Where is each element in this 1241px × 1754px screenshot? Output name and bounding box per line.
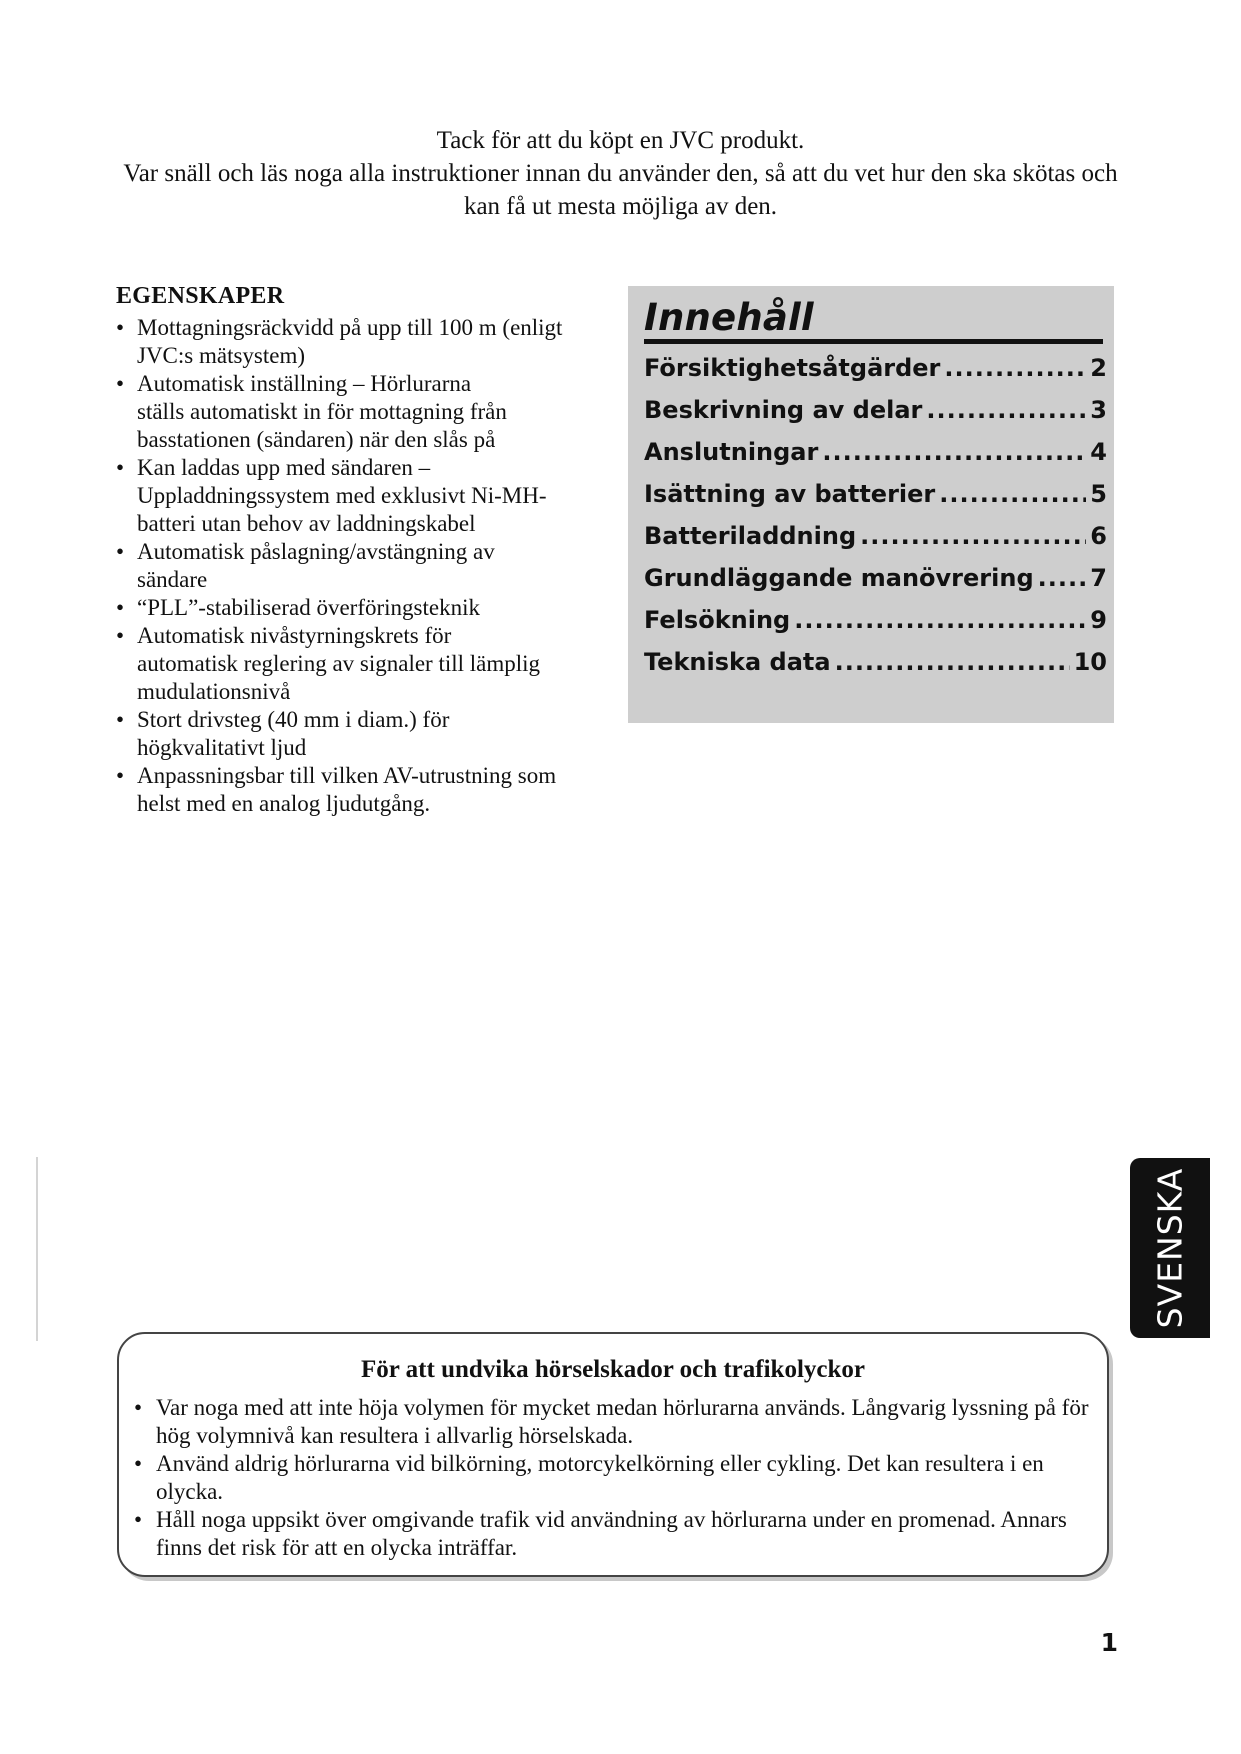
- features-title: EGENSKAPER: [116, 283, 285, 309]
- toc-divider: [644, 339, 1103, 344]
- toc-leader: [939, 480, 1086, 508]
- toc-entry-label: Felsökning: [644, 606, 791, 634]
- feature-item: • Stort drivsteg (40 mm i diam.) för högkvalitativt ljud: [116, 707, 450, 760]
- toc-entry-page: 4: [1090, 438, 1107, 466]
- bullet-icon: •: [116, 623, 125, 648]
- bullet-icon: •: [116, 315, 125, 340]
- toc-entry[interactable]: [644, 480, 1107, 522]
- bullet-icon: •: [116, 455, 125, 480]
- warning-box: [117, 1332, 1109, 1577]
- bullet-icon: •: [116, 371, 125, 396]
- feature-item: • Mottagningsräckvidd på upp till 100 m (enligt JVC:s mätsystem): [116, 315, 563, 368]
- toc-entry[interactable]: [644, 606, 1107, 648]
- page-number: 1: [1100, 1628, 1118, 1657]
- toc-entry[interactable]: [644, 396, 1107, 438]
- toc-leader: [926, 396, 1086, 424]
- warning-item: • Använd aldrig hörlurarna vid bilkörning, motorcykelkörning eller cykling. Det kan resultera i en olycka.: [134, 1451, 1044, 1504]
- feature-item: • Automatisk påslagning/avstängning av sändare: [116, 539, 495, 592]
- intro-line-2: Var snäll och läs noga alla instruktioner innan du använder den, så att du vet hur den ska skötas och kan få ut mesta möjliga av den.: [123, 160, 1118, 220]
- features-section: [116, 283, 626, 818]
- feature-item: • Anpassningsbar till vilken AV-utrustning som helst med en analog ljudutgång.: [116, 763, 557, 816]
- toc-leader: [835, 648, 1070, 676]
- bullet-icon: •: [116, 763, 125, 788]
- intro-line-1: Tack för att du köpt en JVC produkt.: [436, 127, 805, 154]
- toc-entry[interactable]: [644, 564, 1107, 606]
- toc-entry-page: 7: [1090, 564, 1107, 592]
- toc-title: Innehåll: [644, 296, 814, 339]
- table-of-contents: [628, 286, 1114, 723]
- features-list: [116, 314, 626, 818]
- toc-entry[interactable]: [644, 354, 1107, 396]
- toc-entry-label: Batteriladdning: [644, 522, 857, 550]
- toc-entry[interactable]: [644, 438, 1107, 480]
- toc-entry[interactable]: [644, 648, 1107, 690]
- toc-leader: [944, 354, 1086, 382]
- toc-entry-label: Försiktighetsåtgärder: [644, 354, 941, 382]
- toc-entry-page: 10: [1073, 648, 1107, 676]
- feature-item: • Automatisk nivåstyrningskrets för automatisk reglering av signaler till lämplig mudulationsnivå: [116, 623, 541, 704]
- toc-entry-page: 2: [1090, 354, 1107, 382]
- warning-item: • Håll noga uppsikt över omgivande trafik vid användning av hörlurarna under en promenad. Annars finns det risk för att en olycka inträffar.: [134, 1507, 1067, 1560]
- bullet-icon: •: [116, 595, 125, 620]
- toc-entry-label: Beskrivning av delar: [644, 396, 923, 424]
- toc-entry-page: 3: [1090, 396, 1107, 424]
- toc-list: [644, 354, 1107, 690]
- bullet-icon: •: [134, 1507, 143, 1532]
- warning-list: [134, 1394, 1099, 1562]
- warning-title: För att undvika hörselskador och trafikolyckor: [361, 1356, 865, 1383]
- toc-entry-label: Grundläggande manövrering: [644, 564, 1034, 592]
- toc-entry-label: Isättning av batterier: [644, 480, 936, 508]
- toc-leader: [860, 522, 1086, 550]
- language-tab: [1130, 1158, 1210, 1338]
- bullet-icon: •: [116, 539, 125, 564]
- toc-entry-label: Anslutningar: [644, 438, 819, 466]
- margin-line: [36, 1157, 38, 1341]
- bullet-icon: •: [134, 1395, 143, 1420]
- toc-leader: [822, 438, 1086, 466]
- toc-entry-page: 5: [1090, 480, 1107, 508]
- toc-leader: [1038, 564, 1087, 592]
- feature-item: • “PLL”-stabiliserad överföringsteknik: [116, 595, 480, 620]
- toc-entry-page: 9: [1090, 606, 1107, 634]
- toc-entry[interactable]: [644, 522, 1107, 564]
- bullet-icon: •: [116, 707, 125, 732]
- toc-entry-page: 6: [1090, 522, 1107, 550]
- feature-item: • Automatisk inställning – Hörlurarna ställs automatiskt in för mottagning från basstationen (sändaren) när den slås på: [116, 371, 507, 452]
- warning-item: • Var noga med att inte höja volymen för mycket medan hörlurarna används. Långvarig lyssning på för hög volymnivå kan resultera i allvarlig hörselskada.: [134, 1395, 1089, 1448]
- intro-text: [110, 124, 1131, 223]
- language-tab-label: SVENSKA: [1150, 1167, 1190, 1329]
- toc-leader: [794, 606, 1086, 634]
- feature-item: • Kan laddas upp med sändaren – Uppladdningssystem med exklusivt Ni-MH- batteri utan behov av laddningskabel: [116, 455, 547, 536]
- bullet-icon: •: [134, 1451, 143, 1476]
- toc-entry-label: Tekniska data: [644, 648, 831, 676]
